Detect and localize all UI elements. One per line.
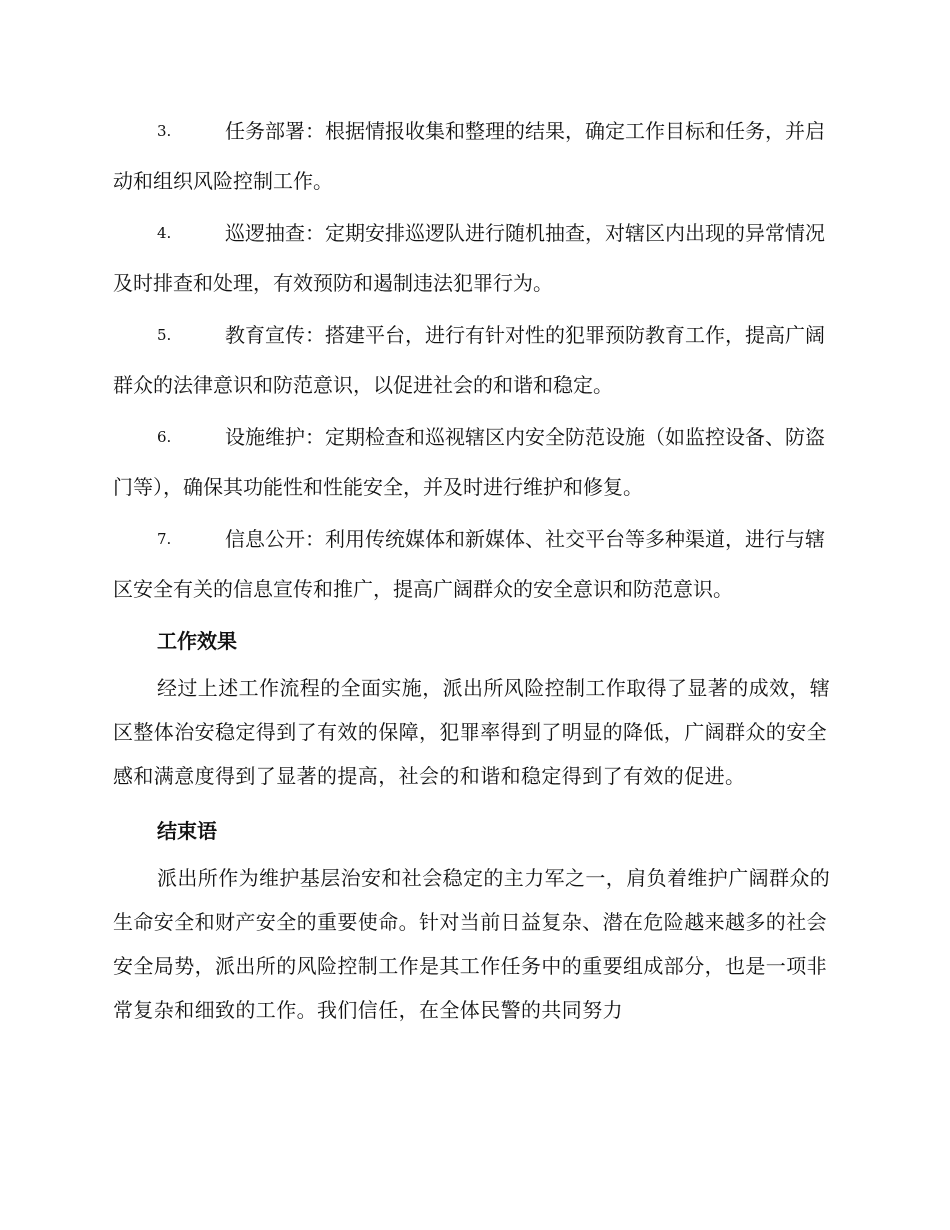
section-heading-conclusion: 结束语 xyxy=(157,819,217,843)
list-number: 7. xyxy=(157,530,172,548)
list-text: 设施维护：定期检查和巡视辖区内安全防范设施（如监控设备、防盗门等），确保其功能性和性能安全，并及时进行维护和修复。 xyxy=(113,425,825,499)
list-item-5 xyxy=(113,310,833,410)
list-item-4 xyxy=(113,208,833,308)
list-number: 6. xyxy=(157,428,172,446)
section-heading-effect: 工作效果 xyxy=(157,629,237,653)
list-text: 教育宣传：搭建平台，进行有针对性的犯罪预防教育工作，提高广阔群众的法律意识和防范意识，以促进社会的和谐和稳定。 xyxy=(113,323,825,397)
document-body xyxy=(113,106,833,1036)
list-number: 4. xyxy=(157,224,172,242)
list-text: 任务部署：根据情报收集和整理的结果，确定工作目标和任务，并启动和组织风险控制工作。 xyxy=(113,119,825,193)
list-text: 巡逻抽查：定期安排巡逻队进行随机抽查，对辖区内出现的异常情况及时排查和处理，有效预防和遏制违法犯罪行为。 xyxy=(113,221,825,295)
list-item-6 xyxy=(113,412,833,512)
section-paragraph-effect: 经过上述工作流程的全面实施，派出所风险控制工作取得了显著的成效，辖区整体治安稳定得到了有效的保障，犯罪率得到了明显的降低，广阔群众的安全感和满意度得到了显著的提高，社会的和谐和稳定得到了有效的促进。 xyxy=(113,676,831,788)
list-number: 3. xyxy=(157,122,172,140)
list-item-7 xyxy=(113,514,833,614)
list-number: 5. xyxy=(157,326,172,344)
list-text: 信息公开：利用传统媒体和新媒体、社交平台等多种渠道，进行与辖区安全有关的信息宣传和推广，提高广阔群众的安全意识和防范意识。 xyxy=(113,527,825,601)
list-item-3 xyxy=(113,106,833,206)
section-paragraph-conclusion: 派出所作为维护基层治安和社会稳定的主力军之一，肩负着维护广阔群众的生命安全和财产安全的重要使命。针对当前日益复杂、潜在危险越来越多的社会安全局势，派出所的风险控制工作是其工作任务中的重要组成部分，也是一项非常复杂和细致的工作。我们信任，在全体民警的共同努力 xyxy=(113,866,831,1022)
